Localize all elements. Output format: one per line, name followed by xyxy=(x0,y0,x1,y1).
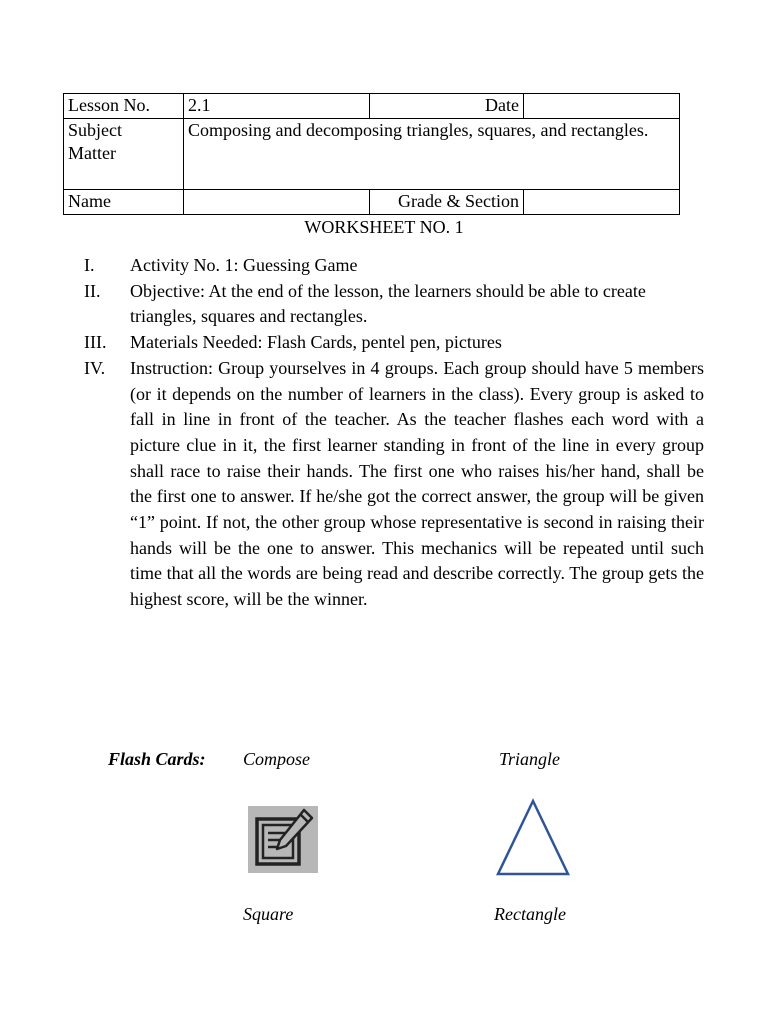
flash-card-square-label: Square xyxy=(243,904,294,924)
list-item xyxy=(84,279,704,330)
flash-card-compose-label: Compose xyxy=(243,749,310,769)
lesson-no-label: Lesson No. xyxy=(64,94,184,119)
item-text: Objective: At the end of the lesson, the learners should be able to create triangles, squares and rectangles. xyxy=(130,280,646,327)
flash-card-rectangle-label: Rectangle xyxy=(494,904,566,924)
grade-section-value[interactable] xyxy=(524,190,680,215)
item-numeral: II. xyxy=(84,280,101,301)
item-text: Materials Needed: Flash Cards, pentel pen, pictures xyxy=(130,332,502,353)
subject-matter-label xyxy=(64,119,184,190)
subject-matter-value: Composing and decomposing triangles, squares, and rectangles. xyxy=(184,119,680,190)
worksheet-title: WORKSHEET NO. 1 xyxy=(304,217,464,237)
triangle-outline-icon xyxy=(494,797,572,878)
item-numeral: I. xyxy=(84,255,95,275)
activity-item-list xyxy=(84,253,704,613)
item-numeral: IV. xyxy=(84,357,106,378)
list-item xyxy=(84,330,704,356)
lesson-row xyxy=(64,94,680,119)
list-item xyxy=(84,356,704,613)
name-label: Name xyxy=(64,190,184,215)
subject-matter-label-line: Subject xyxy=(68,120,122,140)
lesson-header-table xyxy=(63,93,680,215)
date-label: Date xyxy=(370,94,524,119)
document-edit-icon xyxy=(248,806,318,873)
flash-card-triangle-label: Triangle xyxy=(499,749,561,769)
flash-cards-heading: Flash Cards: xyxy=(108,749,206,769)
item-text: Instruction: Group yourselves in 4 groups. Each group should have 5 members (or it depends on the number of learners in the class). Every group is asked to fall in line in front of the teacher. As the teacher flashes each word with a picture clue in it, the first learner standing in front of the line in every group shall race to raise their hands. The first one who raises his/her hand, shall be the first one to answer. If he/she got the correct answer, the group will be given “1” point. If not, the other group whose representative is second in raising their hands will be the one to answer. This mechanics will be repeated until such time that all the words are being read and describe correctly. The group gets the highest score, will be the winner. xyxy=(130,357,704,610)
subject-matter-label-line: Matter xyxy=(68,143,116,163)
list-item xyxy=(84,253,704,279)
name-value[interactable] xyxy=(184,190,370,215)
lesson-no-value: 2.1 xyxy=(184,94,370,119)
grade-section-label: Grade & Section xyxy=(370,190,524,215)
name-row xyxy=(64,190,680,215)
item-numeral: III. xyxy=(84,332,107,353)
date-value[interactable] xyxy=(524,94,680,119)
item-text: Activity No. 1: Guessing Game xyxy=(130,255,358,275)
subject-matter-row xyxy=(64,119,680,190)
